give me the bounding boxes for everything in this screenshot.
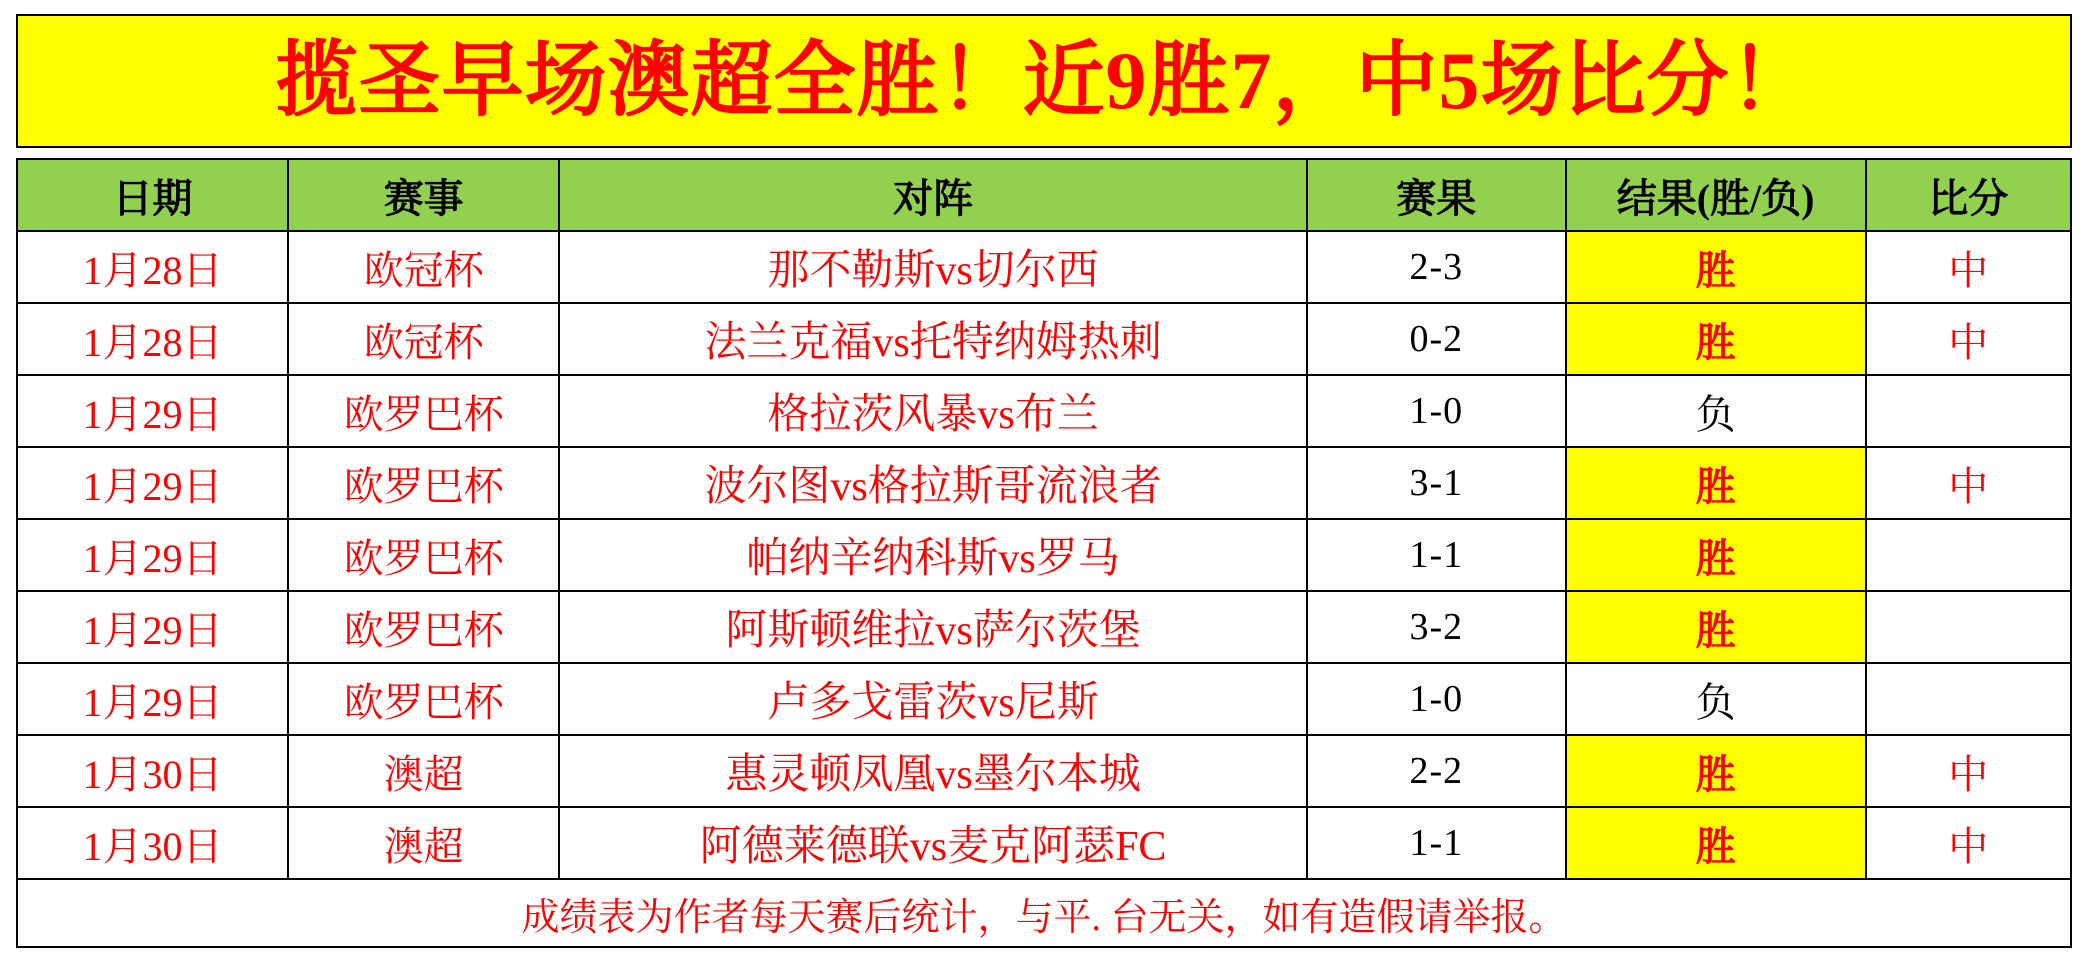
column-header-date: 日期 xyxy=(17,159,288,231)
table-row xyxy=(17,591,2071,663)
cell-hit: 中 xyxy=(1866,231,2071,303)
cell-score: 1-1 xyxy=(1307,519,1566,591)
cell-league: 欧罗巴杯 xyxy=(288,591,559,663)
table-row xyxy=(17,231,2071,303)
footer-note: 成绩表为作者每天赛后统计，与平. 台无关，如有造假请举报。 xyxy=(17,879,2071,947)
cell-league: 欧冠杯 xyxy=(288,231,559,303)
cell-hit: 中 xyxy=(1866,303,2071,375)
cell-match: 阿斯顿维拉vs萨尔茨堡 xyxy=(559,591,1307,663)
column-header-result: 结果(胜/负) xyxy=(1566,159,1866,231)
column-header-score: 赛果 xyxy=(1307,159,1566,231)
cell-league: 欧罗巴杯 xyxy=(288,519,559,591)
cell-score: 2-3 xyxy=(1307,231,1566,303)
table-row xyxy=(17,375,2071,447)
table-body xyxy=(17,231,2071,947)
cell-match: 波尔图vs格拉斯哥流浪者 xyxy=(559,447,1307,519)
results-table xyxy=(16,158,2072,948)
cell-match: 帕纳辛纳科斯vs罗马 xyxy=(559,519,1307,591)
cell-date: 1月29日 xyxy=(17,447,288,519)
banner-title: 揽圣早场澳超全胜！近9胜7，中5场比分！ xyxy=(275,35,1813,126)
cell-score: 0-2 xyxy=(1307,303,1566,375)
cell-result: 胜 xyxy=(1566,735,1866,807)
cell-score: 1-1 xyxy=(1307,807,1566,879)
table-row xyxy=(17,735,2071,807)
cell-match: 法兰克福vs托特纳姆热刺 xyxy=(559,303,1307,375)
cell-score: 1-0 xyxy=(1307,663,1566,735)
cell-match: 惠灵顿凤凰vs墨尔本城 xyxy=(559,735,1307,807)
cell-result: 胜 xyxy=(1566,231,1866,303)
cell-hit xyxy=(1866,591,2071,663)
table-row xyxy=(17,663,2071,735)
cell-result: 胜 xyxy=(1566,519,1866,591)
cell-result: 胜 xyxy=(1566,303,1866,375)
cell-date: 1月30日 xyxy=(17,807,288,879)
cell-hit xyxy=(1866,663,2071,735)
cell-hit: 中 xyxy=(1866,807,2071,879)
table-header xyxy=(17,159,2071,231)
cell-date: 1月29日 xyxy=(17,591,288,663)
cell-result: 胜 xyxy=(1566,591,1866,663)
cell-result: 胜 xyxy=(1566,807,1866,879)
column-header-hit: 比分 xyxy=(1866,159,2071,231)
cell-league: 欧罗巴杯 xyxy=(288,375,559,447)
header-row xyxy=(17,159,2071,231)
cell-hit: 中 xyxy=(1866,735,2071,807)
cell-date: 1月30日 xyxy=(17,735,288,807)
cell-date: 1月29日 xyxy=(17,375,288,447)
cell-date: 1月28日 xyxy=(17,231,288,303)
cell-date: 1月28日 xyxy=(17,303,288,375)
cell-hit: 中 xyxy=(1866,447,2071,519)
cell-date: 1月29日 xyxy=(17,519,288,591)
cell-result: 胜 xyxy=(1566,447,1866,519)
cell-date: 1月29日 xyxy=(17,663,288,735)
cell-result: 负 xyxy=(1566,375,1866,447)
column-header-league: 赛事 xyxy=(288,159,559,231)
table-row xyxy=(17,303,2071,375)
cell-league: 欧罗巴杯 xyxy=(288,663,559,735)
cell-result: 负 xyxy=(1566,663,1866,735)
cell-match: 阿德莱德联vs麦克阿瑟FC xyxy=(559,807,1307,879)
cell-hit xyxy=(1866,375,2071,447)
column-header-match: 对阵 xyxy=(559,159,1307,231)
table-footer-row xyxy=(17,879,2071,947)
table-row xyxy=(17,447,2071,519)
table-row xyxy=(17,519,2071,591)
cell-league: 澳超 xyxy=(288,807,559,879)
cell-league: 欧冠杯 xyxy=(288,303,559,375)
cell-score: 1-0 xyxy=(1307,375,1566,447)
cell-hit xyxy=(1866,519,2071,591)
cell-league: 澳超 xyxy=(288,735,559,807)
cell-match: 格拉茨风暴vs布兰 xyxy=(559,375,1307,447)
cell-score: 2-2 xyxy=(1307,735,1566,807)
cell-league: 欧罗巴杯 xyxy=(288,447,559,519)
cell-match: 卢多戈雷茨vs尼斯 xyxy=(559,663,1307,735)
cell-match: 那不勒斯vs切尔西 xyxy=(559,231,1307,303)
cell-score: 3-2 xyxy=(1307,591,1566,663)
cell-score: 3-1 xyxy=(1307,447,1566,519)
table-row xyxy=(17,807,2071,879)
banner xyxy=(16,14,2072,148)
